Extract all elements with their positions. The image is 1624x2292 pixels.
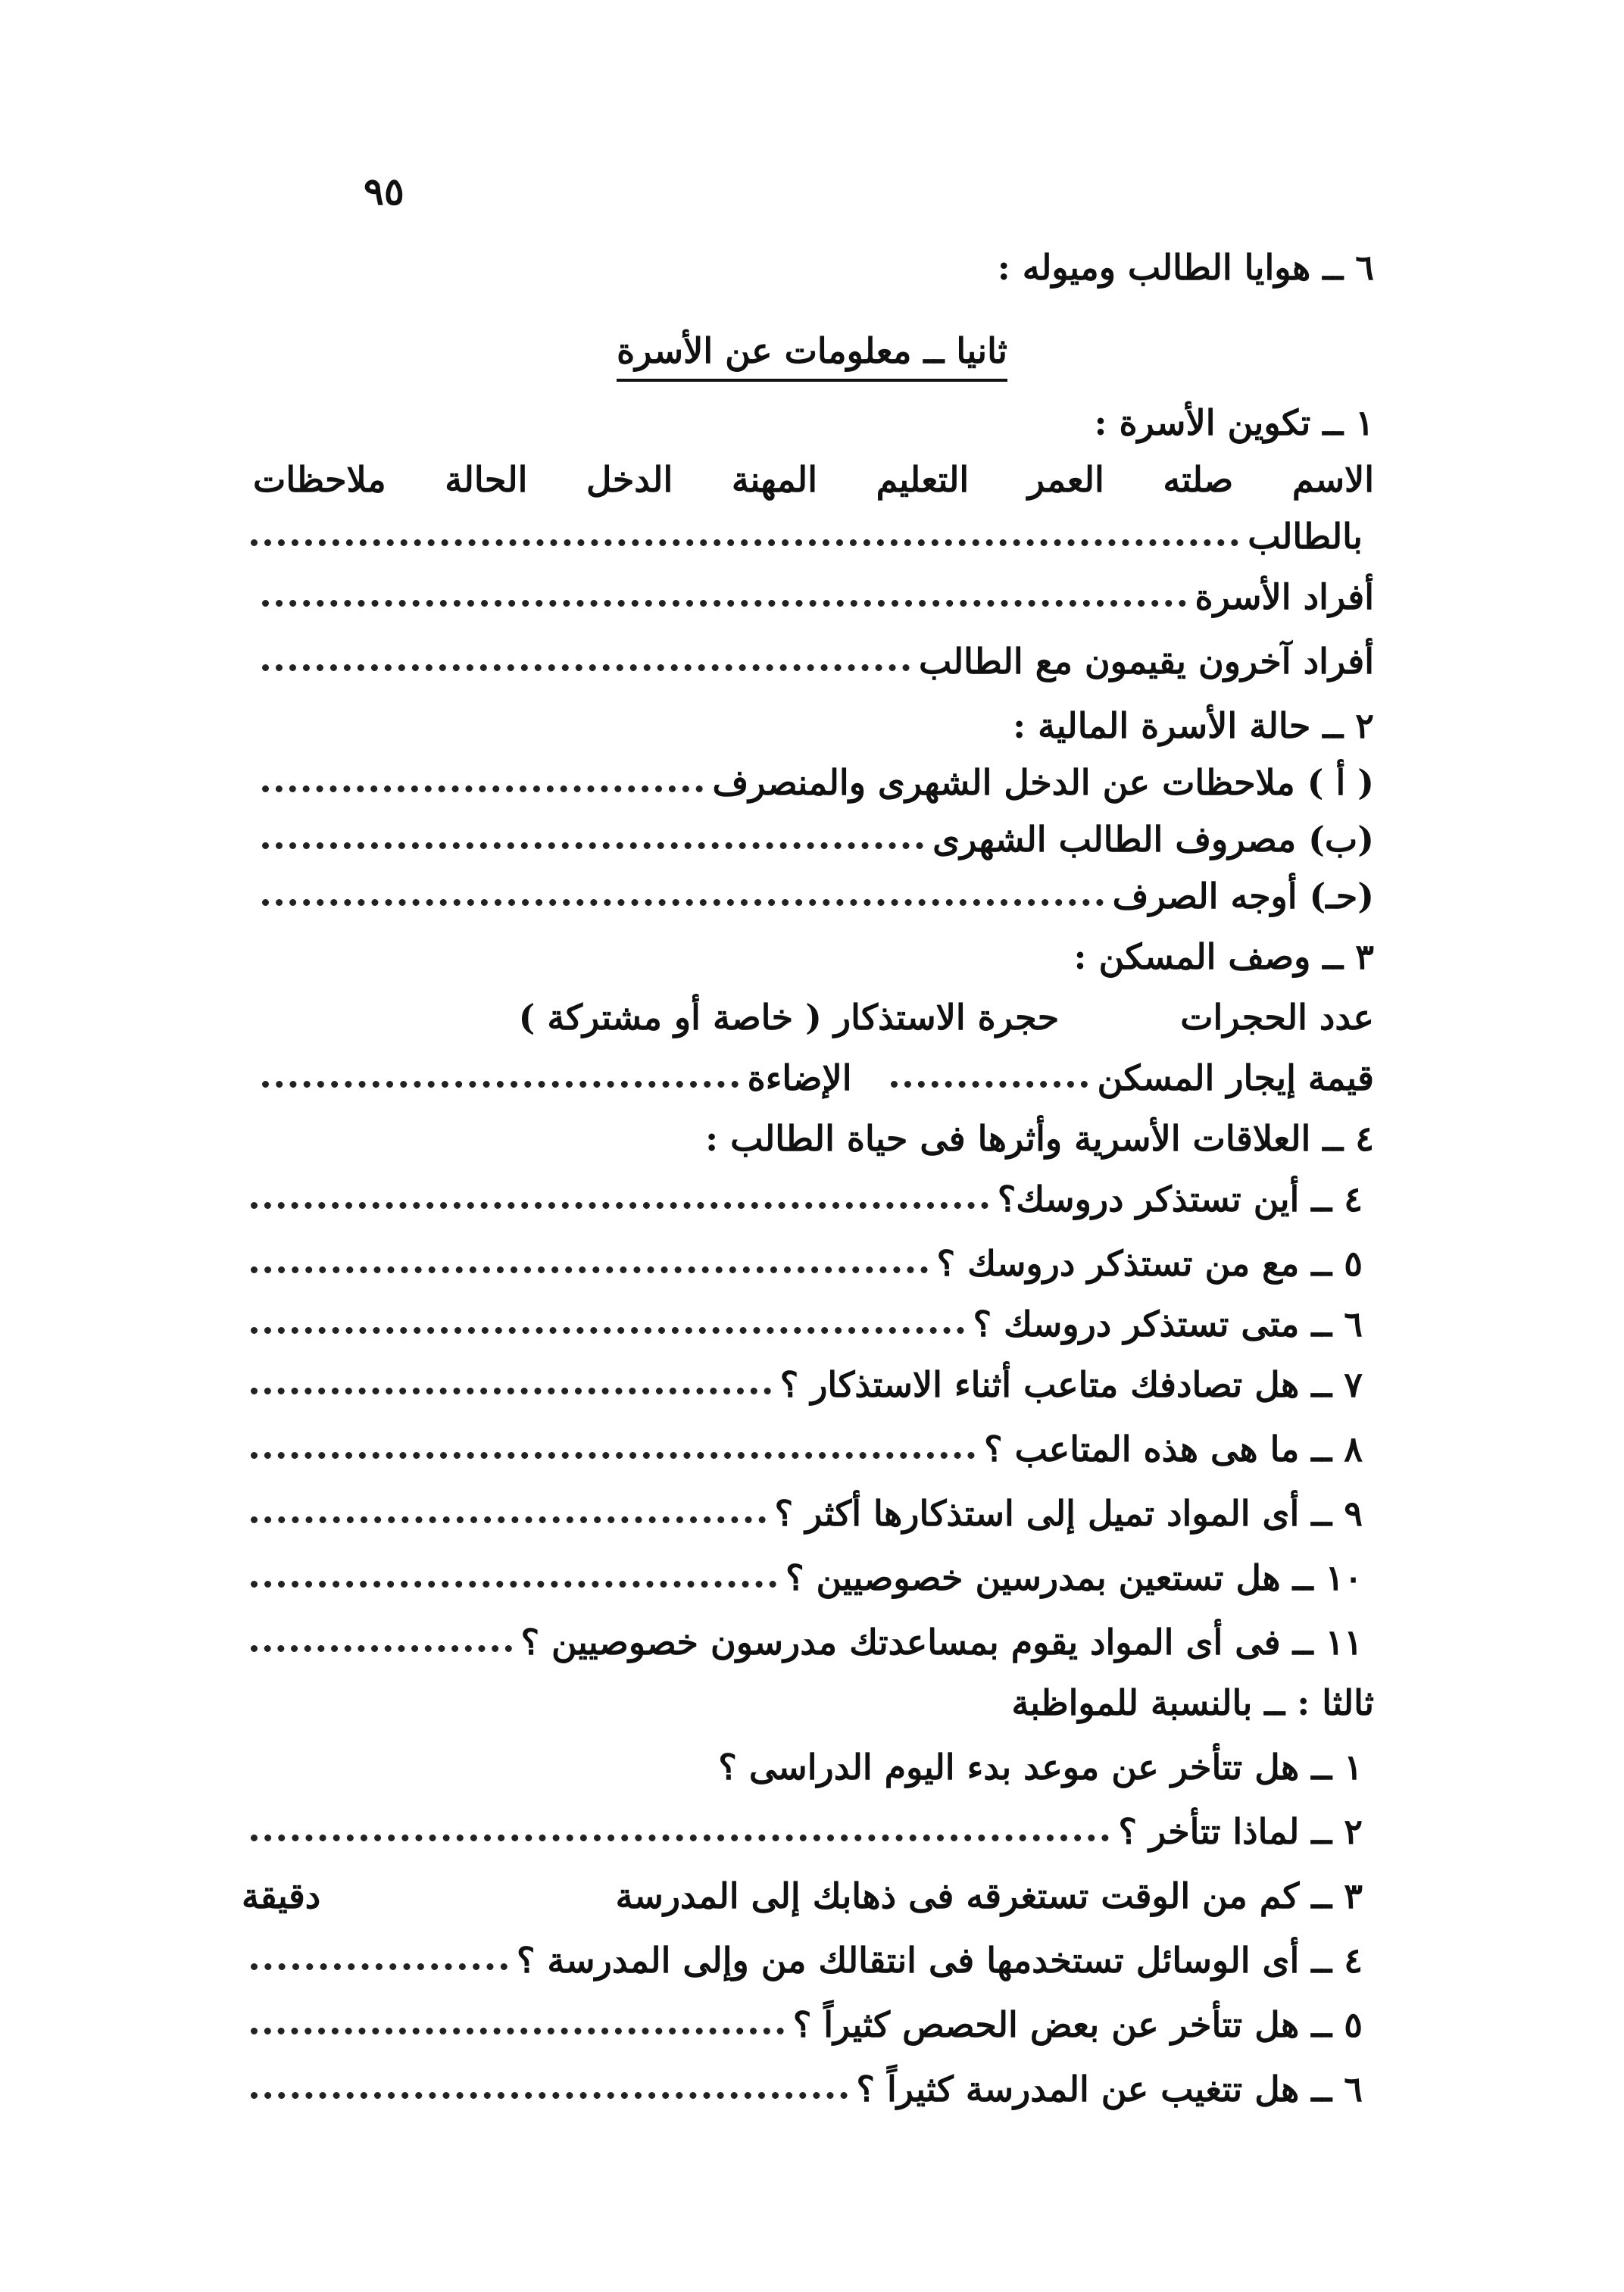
- question-text: ٦ ــ هل تتغيب عن المدرسة كثيراً ؟: [856, 2069, 1363, 2109]
- attendance-question: [242, 1811, 1363, 1852]
- other-members-row: [253, 641, 1374, 682]
- column-header: صلته: [1163, 459, 1234, 500]
- fill-dots: [251, 1569, 776, 1588]
- housing-rooms-line: [253, 997, 1374, 1038]
- column-header: المهنة: [731, 459, 817, 500]
- housing-label-line: [253, 936, 1374, 977]
- other-members-label: أفراد آخرون يقيمون مع الطالب: [918, 641, 1374, 682]
- financial-item-label: ( أ ) ملاحظات عن الدخل الشهرى والمنصرف: [712, 762, 1374, 803]
- fill-dots: [251, 2080, 848, 2099]
- fill-dots: [251, 2016, 784, 2034]
- question-text: ٥ ــ مع من تستذكر دروسك ؟: [936, 1243, 1363, 1284]
- question-text: ٥ ــ هل تتأخر عن بعض الحصص كثيراً ؟: [792, 2004, 1363, 2045]
- fill-dots: [251, 1440, 975, 1459]
- study-question: [242, 1179, 1363, 1219]
- fill-dots: [251, 1315, 964, 1334]
- question-text: ٦ ــ متى تستذكر دروسك ؟: [973, 1304, 1363, 1344]
- question-text: ٢ ــ لماذا تتأخر ؟: [1118, 1811, 1363, 1852]
- fill-dots: [262, 830, 923, 849]
- fill-dots: [262, 1069, 739, 1088]
- fill-dots: [251, 1633, 512, 1652]
- financial-item: [253, 762, 1374, 803]
- attendance-question: [242, 1940, 1363, 1981]
- fill-dots: [262, 887, 1104, 906]
- family-table-header: [253, 459, 1374, 500]
- fill-dots: [891, 1069, 1088, 1088]
- family-members-label: أفراد الأسرة: [1195, 576, 1374, 617]
- fill-dots: [251, 1254, 928, 1273]
- section2-heading: ثانيا ــ معلومات عن الأسرة: [617, 330, 1007, 382]
- financial-item: [253, 876, 1374, 916]
- family-composition-label-line: [253, 402, 1374, 443]
- financial-item: [253, 819, 1374, 860]
- housing-label: ٣ ــ وصف المسكن :: [1073, 936, 1374, 977]
- relation-sub-line: [242, 516, 1363, 557]
- family-composition-label: ١ ــ تكوين الأسرة :: [1094, 402, 1374, 443]
- attendance-question: [242, 1747, 1363, 1788]
- page-number: ٩٥: [364, 169, 404, 214]
- fill-dots: [251, 1951, 508, 1970]
- section2-heading-wrap: [0, 330, 1624, 371]
- study-room-label: حجرة الاستذكار ( خاصة أو مشتركة ): [518, 997, 1060, 1038]
- fill-dots: [262, 652, 910, 671]
- minutes-label: دقيقة: [242, 1875, 321, 1916]
- hobbies-label: ٦ ــ هوايا الطالب وميوله :: [997, 247, 1374, 288]
- hobbies-line: [253, 247, 1374, 288]
- fill-dots: [262, 773, 703, 792]
- column-header: العمر: [1027, 459, 1104, 500]
- column-header: ملاحظات: [253, 459, 386, 500]
- fill-dots: [251, 527, 1238, 546]
- column-header: التعليم: [876, 459, 970, 500]
- column-header: الاسم: [1291, 459, 1374, 500]
- question-text: ٩ ــ أى المواد تميل إلى استذكارها أكثر ؟: [774, 1493, 1363, 1534]
- fill-dots: [251, 1190, 988, 1209]
- rent-label: قيمة إيجار المسكن: [1097, 1057, 1374, 1098]
- attendance-question: [242, 2004, 1363, 2045]
- fill-dots: [251, 1504, 766, 1523]
- question-text: ٣ ــ كم من الوقت تستغرقه فى ذهابك إلى المدرسة: [615, 1875, 1363, 1916]
- study-question: [242, 1243, 1363, 1284]
- question-text: ١١ ــ فى أى المواد يقوم بمساعدتك مدرسون خصوصيين ؟: [520, 1622, 1363, 1663]
- question-text: ٤ ــ أين تستذكر دروسك؟: [997, 1179, 1363, 1219]
- relations-label: ٤ ــ العلاقات الأسرية وأثرها فى حياة الطالب :: [705, 1118, 1374, 1159]
- study-question: [242, 1304, 1363, 1344]
- fill-dots: [251, 1822, 1109, 1841]
- section3-heading-line: [253, 1682, 1374, 1723]
- column-header: الحالة: [445, 459, 528, 500]
- question-text: ٧ ــ هل تصادفك متاعب أثناء الاستذكار ؟: [779, 1364, 1363, 1405]
- study-question: [242, 1557, 1363, 1598]
- financial-item-label: (حـ) أوجه الصرف: [1112, 876, 1374, 916]
- fill-dots: [251, 1376, 771, 1394]
- financial-item-label: (ب) مصروف الطالب الشهرى: [932, 819, 1374, 860]
- lighting-label: الإضاءة: [747, 1057, 852, 1098]
- question-text: ٨ ــ ما هى هذه المتاعب ؟: [984, 1429, 1363, 1469]
- question-text: ١٠ ــ هل تستعين بمدرسين خصوصيين ؟: [785, 1557, 1363, 1598]
- financial-label: ٢ ــ حالة الأسرة المالية :: [1013, 705, 1374, 746]
- rooms-label: عدد الحجرات: [1180, 997, 1374, 1038]
- question-text: ١ ــ هل تتأخر عن موعد بدء اليوم الدراسى ؟: [718, 1747, 1363, 1788]
- housing-rent-line: [253, 1057, 1374, 1098]
- fill-dots: [262, 588, 1186, 607]
- attendance-question: [242, 1875, 1363, 1916]
- study-question: [242, 1429, 1363, 1469]
- study-question: [242, 1622, 1363, 1663]
- section3-heading: ثالثا : ــ بالنسبة للمواظبة: [1011, 1682, 1374, 1723]
- relation-sub-label: بالطالب: [1248, 516, 1363, 557]
- relations-label-line: [253, 1118, 1374, 1159]
- attendance-question: [242, 2069, 1363, 2109]
- study-question: [242, 1493, 1363, 1534]
- column-header: الدخل: [586, 459, 673, 500]
- question-text: ٤ ــ أى الوسائل تستخدمها فى انتقالك من وإلى المدرسة ؟: [516, 1940, 1363, 1981]
- family-members-row: [253, 576, 1374, 617]
- financial-label-line: [253, 705, 1374, 746]
- study-question: [242, 1364, 1363, 1405]
